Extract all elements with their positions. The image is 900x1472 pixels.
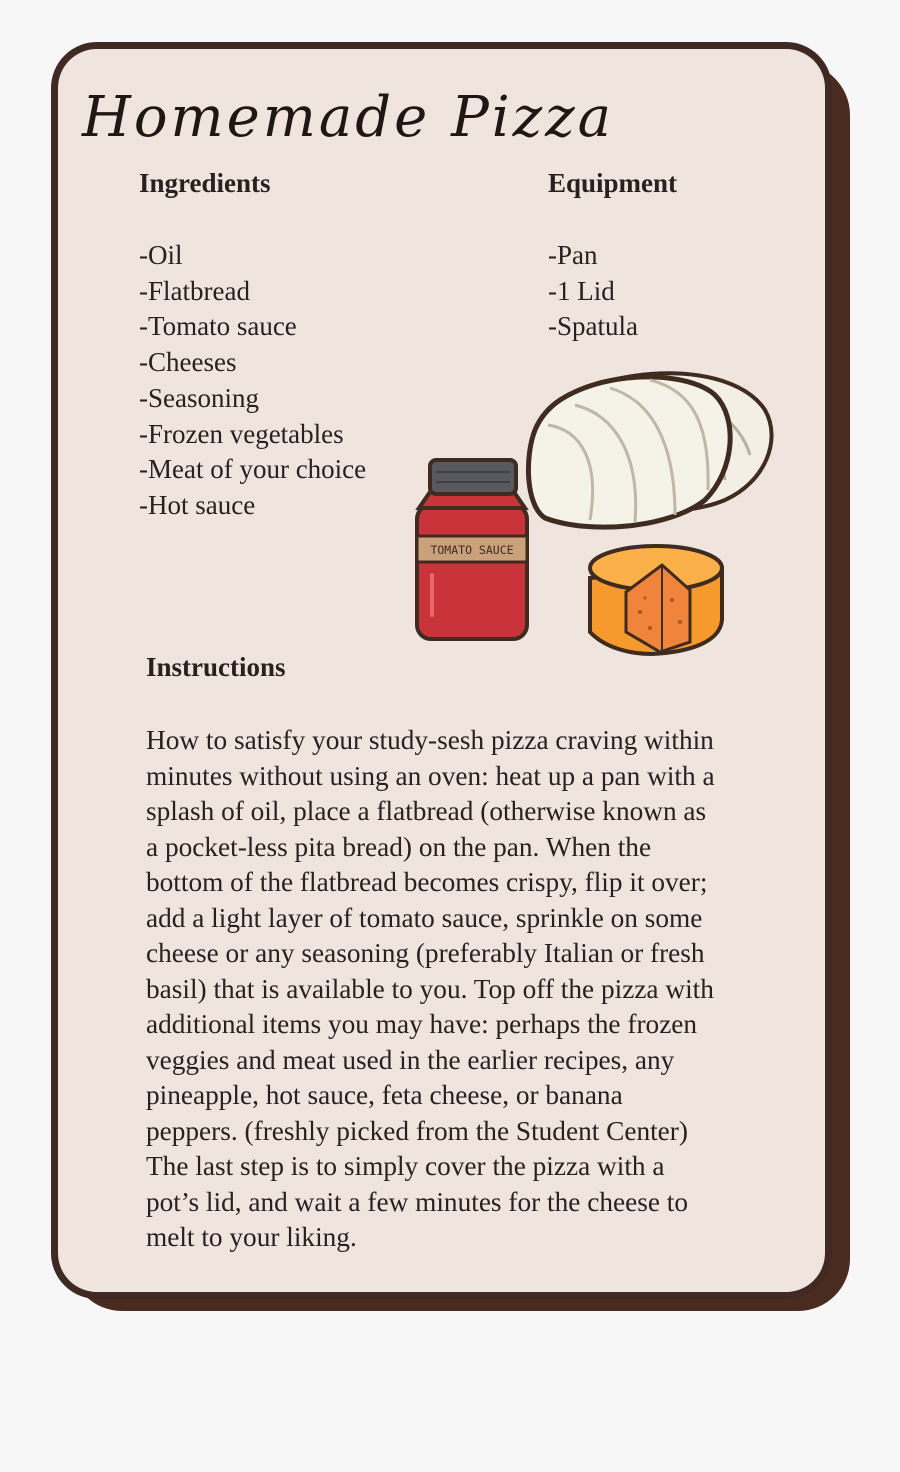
list-item: -Oil [139, 240, 183, 270]
instruction-line: peppers. (freshly picked from the Student Center) [146, 1115, 688, 1146]
list-item: -Spatula [548, 311, 638, 342]
list-item: -Seasoning [139, 382, 259, 413]
instruction-line: veggies and meat used in the earlier recipes, any [146, 1044, 675, 1075]
list-item: -Flatbread [139, 275, 250, 306]
recipe-title: Homemade Pizza [82, 85, 615, 150]
jar-label-text: TOMATO SAUCE [430, 543, 514, 557]
list-item: -Pan [548, 240, 598, 270]
list-item: -Frozen vegetables [139, 418, 344, 449]
instruction-line: add a light layer of tomato sauce, sprinkle on some [146, 902, 703, 933]
instruction-line: splash of oil, place a flatbread (otherwise known as [146, 796, 707, 826]
instructions-text [146, 723, 766, 1256]
instruction-line: bottom of the flatbread becomes crispy, flip it over; [146, 867, 708, 897]
ingredients-heading: Ingredients [139, 168, 271, 198]
instruction-line: basil) that is available to you. Top off the pizza with [146, 973, 714, 1004]
list-item: -1 Lid [548, 275, 615, 306]
tomato-sauce-jar-icon [417, 460, 527, 639]
list-item: -Meat of your choice [139, 454, 367, 485]
instruction-line: cheese or any seasoning (preferably Italian or fresh [146, 938, 705, 968]
cheese-wheel-icon [590, 546, 722, 654]
equipment-heading: Equipment [548, 168, 678, 198]
flatbread-icon [528, 373, 771, 527]
instructions-heading: Instructions [146, 652, 286, 682]
list-item: -Hot sauce [139, 489, 256, 520]
instruction-line: pot’s lid, and wait a few minutes for the cheese to [146, 1186, 688, 1217]
instruction-line: The last step is to simply cover the pizza with a [146, 1151, 665, 1181]
instruction-line: pineapple, hot sauce, feta cheese, or banana [146, 1080, 623, 1110]
instruction-line: a pocket-less pita bread) on the pan. When the [146, 831, 652, 862]
instruction-line: minutes without using an oven: heat up a pan with a [146, 760, 715, 791]
instruction-line: additional items you may have: perhaps the frozen [146, 1009, 698, 1039]
instruction-line: melt to your liking. [146, 1222, 357, 1252]
list-item: -Cheeses [139, 347, 237, 378]
instruction-line: How to satisfy your study-sesh pizza craving within [146, 725, 714, 755]
list-item: -Tomato sauce [139, 311, 297, 342]
